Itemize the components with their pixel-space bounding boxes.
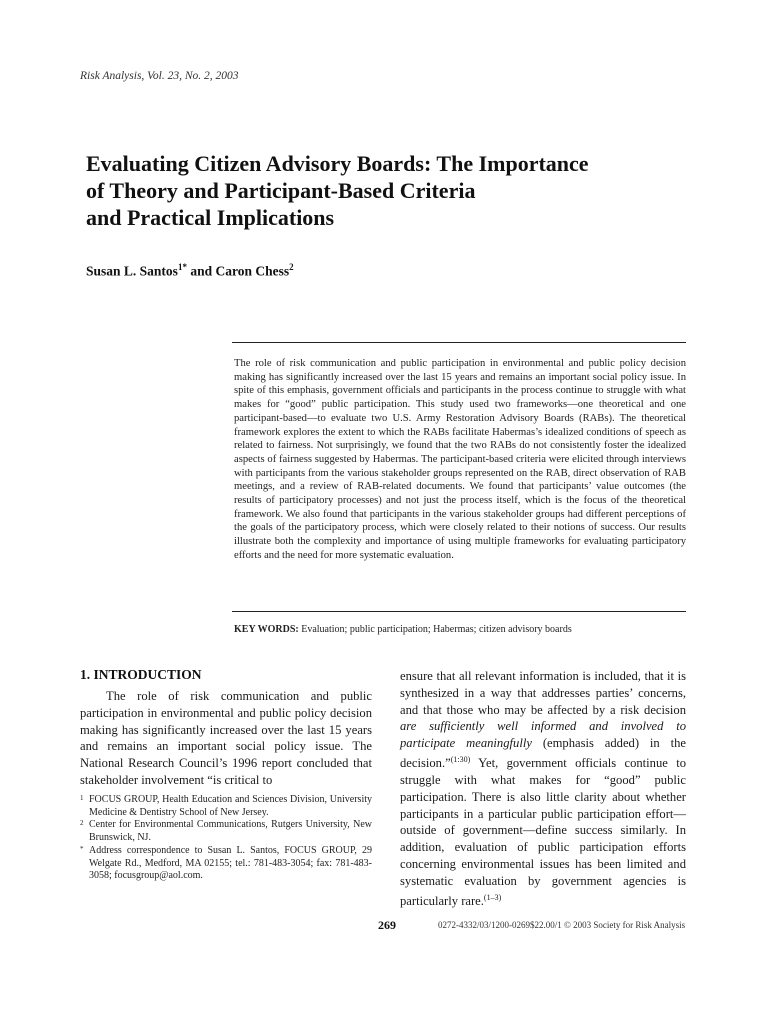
keywords xyxy=(234,624,572,635)
footnote-text: Address correspondence to Susan L. Santos, FOCUS GROUP, 29 Welgate Rd., Medford, MA 02155; tel.: 781-483-3054; fax: 781-483-3058; focusgroup@aol.com. xyxy=(89,844,372,882)
author-connector: and xyxy=(186,263,216,279)
author-name: Susan L. Santos xyxy=(86,263,178,279)
footnote xyxy=(80,819,372,844)
keywords-label: KEY WORDS: xyxy=(234,624,299,635)
section-heading: 1. INTRODUCTION xyxy=(80,667,202,682)
page-number: 269 xyxy=(378,918,396,932)
citation-mark: (1–3) xyxy=(483,892,502,902)
title-line: Evaluating Citizen Advisory Boards: The Importance xyxy=(86,151,589,176)
author-name: Caron Chess xyxy=(215,263,290,279)
body-paragraph xyxy=(400,668,686,910)
footnote-mark: 2 xyxy=(80,819,84,828)
keywords-text: Evaluation; public participation; Habermas; citizen advisory boards xyxy=(298,624,572,635)
abstract-bottom-rule xyxy=(232,611,686,612)
body-paragraph: The role of risk communication and public participation in environmental and public policy decision making has significantly increased over the last 15 years and remains an important social policy issue. The National Research Council’s 1996 report concluded that stakeholder involvement “is critical to xyxy=(80,689,372,787)
title-line: of Theory and Participant-Based Criteria xyxy=(86,178,476,203)
footnote-mark: 1 xyxy=(80,794,84,802)
footnote-text: FOCUS GROUP, Health Education and Sciences Division, University Medicine & Dentistry School of New Jersey. xyxy=(89,794,372,818)
author-list xyxy=(86,262,294,280)
abstract-top-rule xyxy=(232,342,686,343)
body-text: ensure that all relevant information is included, that it is synthesized in a way that addresses parties’ concerns, and that those who may be affected by a risk decision xyxy=(400,669,686,717)
copyright-line: 0272-4332/03/1200-0269$22.00/1 © 2003 Society for Risk Analysis xyxy=(438,920,686,930)
footnote xyxy=(80,845,372,883)
footnote-text: Center for Environmental Communications, Rutgers University, New Brunswick, NJ. xyxy=(89,819,372,844)
article-title xyxy=(86,150,686,231)
journal-citation: Risk Analysis, Vol. 23, No. 2, 2003 xyxy=(80,70,239,82)
body-text: (emphasis added) in the decision.” xyxy=(400,736,686,771)
abstract: The role of risk communication and public participation in environmental and public policy decision making has significantly increased over the last 15 years and remains an important social policy issue. In spite of this emphasis, government officials and participants in the process continue to struggle with what makes for “good” public participation. This study used two frameworks—one theoretical and one participant-based—to evaluate two U.S. Army Restoration Advisory Boards (RABs). The theoretical framework explores the extent to which the RABs facilitate Habermas’s idealized conditions of speech as related to fairness. Not surprisingly, we found that the two RABs do not consistently foster the idealized aspects of fairness suggested by Habermas. The participant-based criteria were elicited through interviews with participants from the various stakeholder groups represented on the RAB, direct observation of RAB meetings, and a review of RAB-related documents. We found that participants’ value outcomes (the results of participatory processes) and not just the process itself, which is the focus of the theoretical framework. We also found that participants in the various stakeholder groups had different perceptions of the goals of the participatory process, which were closely related to their notions of success. Our results illustrate both the complexity and importance of using multiple frameworks for evaluating participatory efforts and the need for more systematic evaluation. xyxy=(234,358,686,561)
emphasis-text: are sufficiently well informed and involved to participate meaningfully xyxy=(400,719,686,751)
author-affiliation-mark: 2 xyxy=(289,262,294,272)
author-affiliation-mark: 1* xyxy=(177,262,187,272)
citation-mark: (1:30) xyxy=(450,754,471,764)
footnotes xyxy=(80,794,372,883)
body-text: Yet, government officials continue to struggle with what makes for “good” public participation. There is also little clarity about whether participants in a particular public participation effort—outside of government—define success similarly. In addition, evaluation of public participation efforts concerning environmental issues has been limited and systematic evaluation by government agencies is particularly rare. xyxy=(400,756,686,908)
footnote xyxy=(80,794,372,819)
footnote-mark: * xyxy=(80,844,84,853)
body-column-right xyxy=(400,668,686,910)
body-column-left xyxy=(80,688,372,789)
title-line: and Practical Implications xyxy=(86,205,335,230)
